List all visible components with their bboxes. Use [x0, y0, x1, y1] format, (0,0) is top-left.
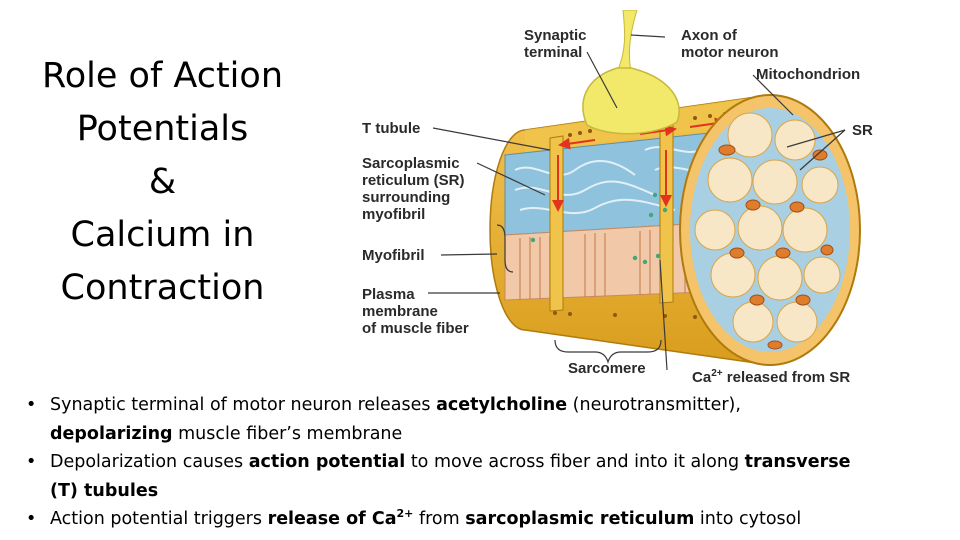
sarcomere-label: Sarcomere [568, 360, 646, 377]
synaptic-terminal [583, 68, 679, 134]
t-tubule [550, 136, 563, 311]
bullet-item: • Action potential triggers release of $Ca^{2+}$ from sarcoplasmic reticulum into cytosol [22, 505, 932, 534]
axon [617, 10, 637, 72]
bullet-dot: • [26, 395, 37, 415]
bullet-dot: • [26, 452, 37, 472]
bullet-list [22, 391, 932, 534]
title-line: Role of Action [41, 56, 284, 96]
title-line: Calcium in [70, 215, 255, 255]
sarcoplasmic-reticulum-label: Sarcoplasmic reticulum (SR) surrounding myofibril [362, 155, 465, 223]
title-line: & [148, 162, 177, 202]
t-tubule-label: T tubule [362, 120, 421, 137]
bullet-item: • Synaptic terminal of motor neuron releases acetylcholine (neurotransmitter), depolarizing muscle fiber’s membrane [22, 391, 932, 448]
bullet-dot: • [26, 509, 37, 529]
mitochondrion-label: Mitochondrion [756, 66, 861, 83]
muscle-fiber-figure [355, 10, 895, 388]
myofibril-label: Myofibril [362, 247, 425, 264]
title-line: Contraction [60, 268, 265, 308]
ca-release-label: $Ca^{2+}$ released from SR [692, 368, 851, 386]
synaptic-terminal-label: Synaptic terminal [524, 27, 587, 61]
sr-label: SR [852, 122, 873, 139]
slide-title [20, 50, 305, 315]
plasma-membrane-label: Plasma membrane of muscle fiber [362, 286, 469, 337]
bullet-item: • Depolarization causes action potential to move across fiber and into it along transverse (T) tubules [22, 448, 932, 505]
axon-label: Axon of motor neuron [681, 27, 779, 61]
title-line: Potentials [76, 109, 249, 149]
